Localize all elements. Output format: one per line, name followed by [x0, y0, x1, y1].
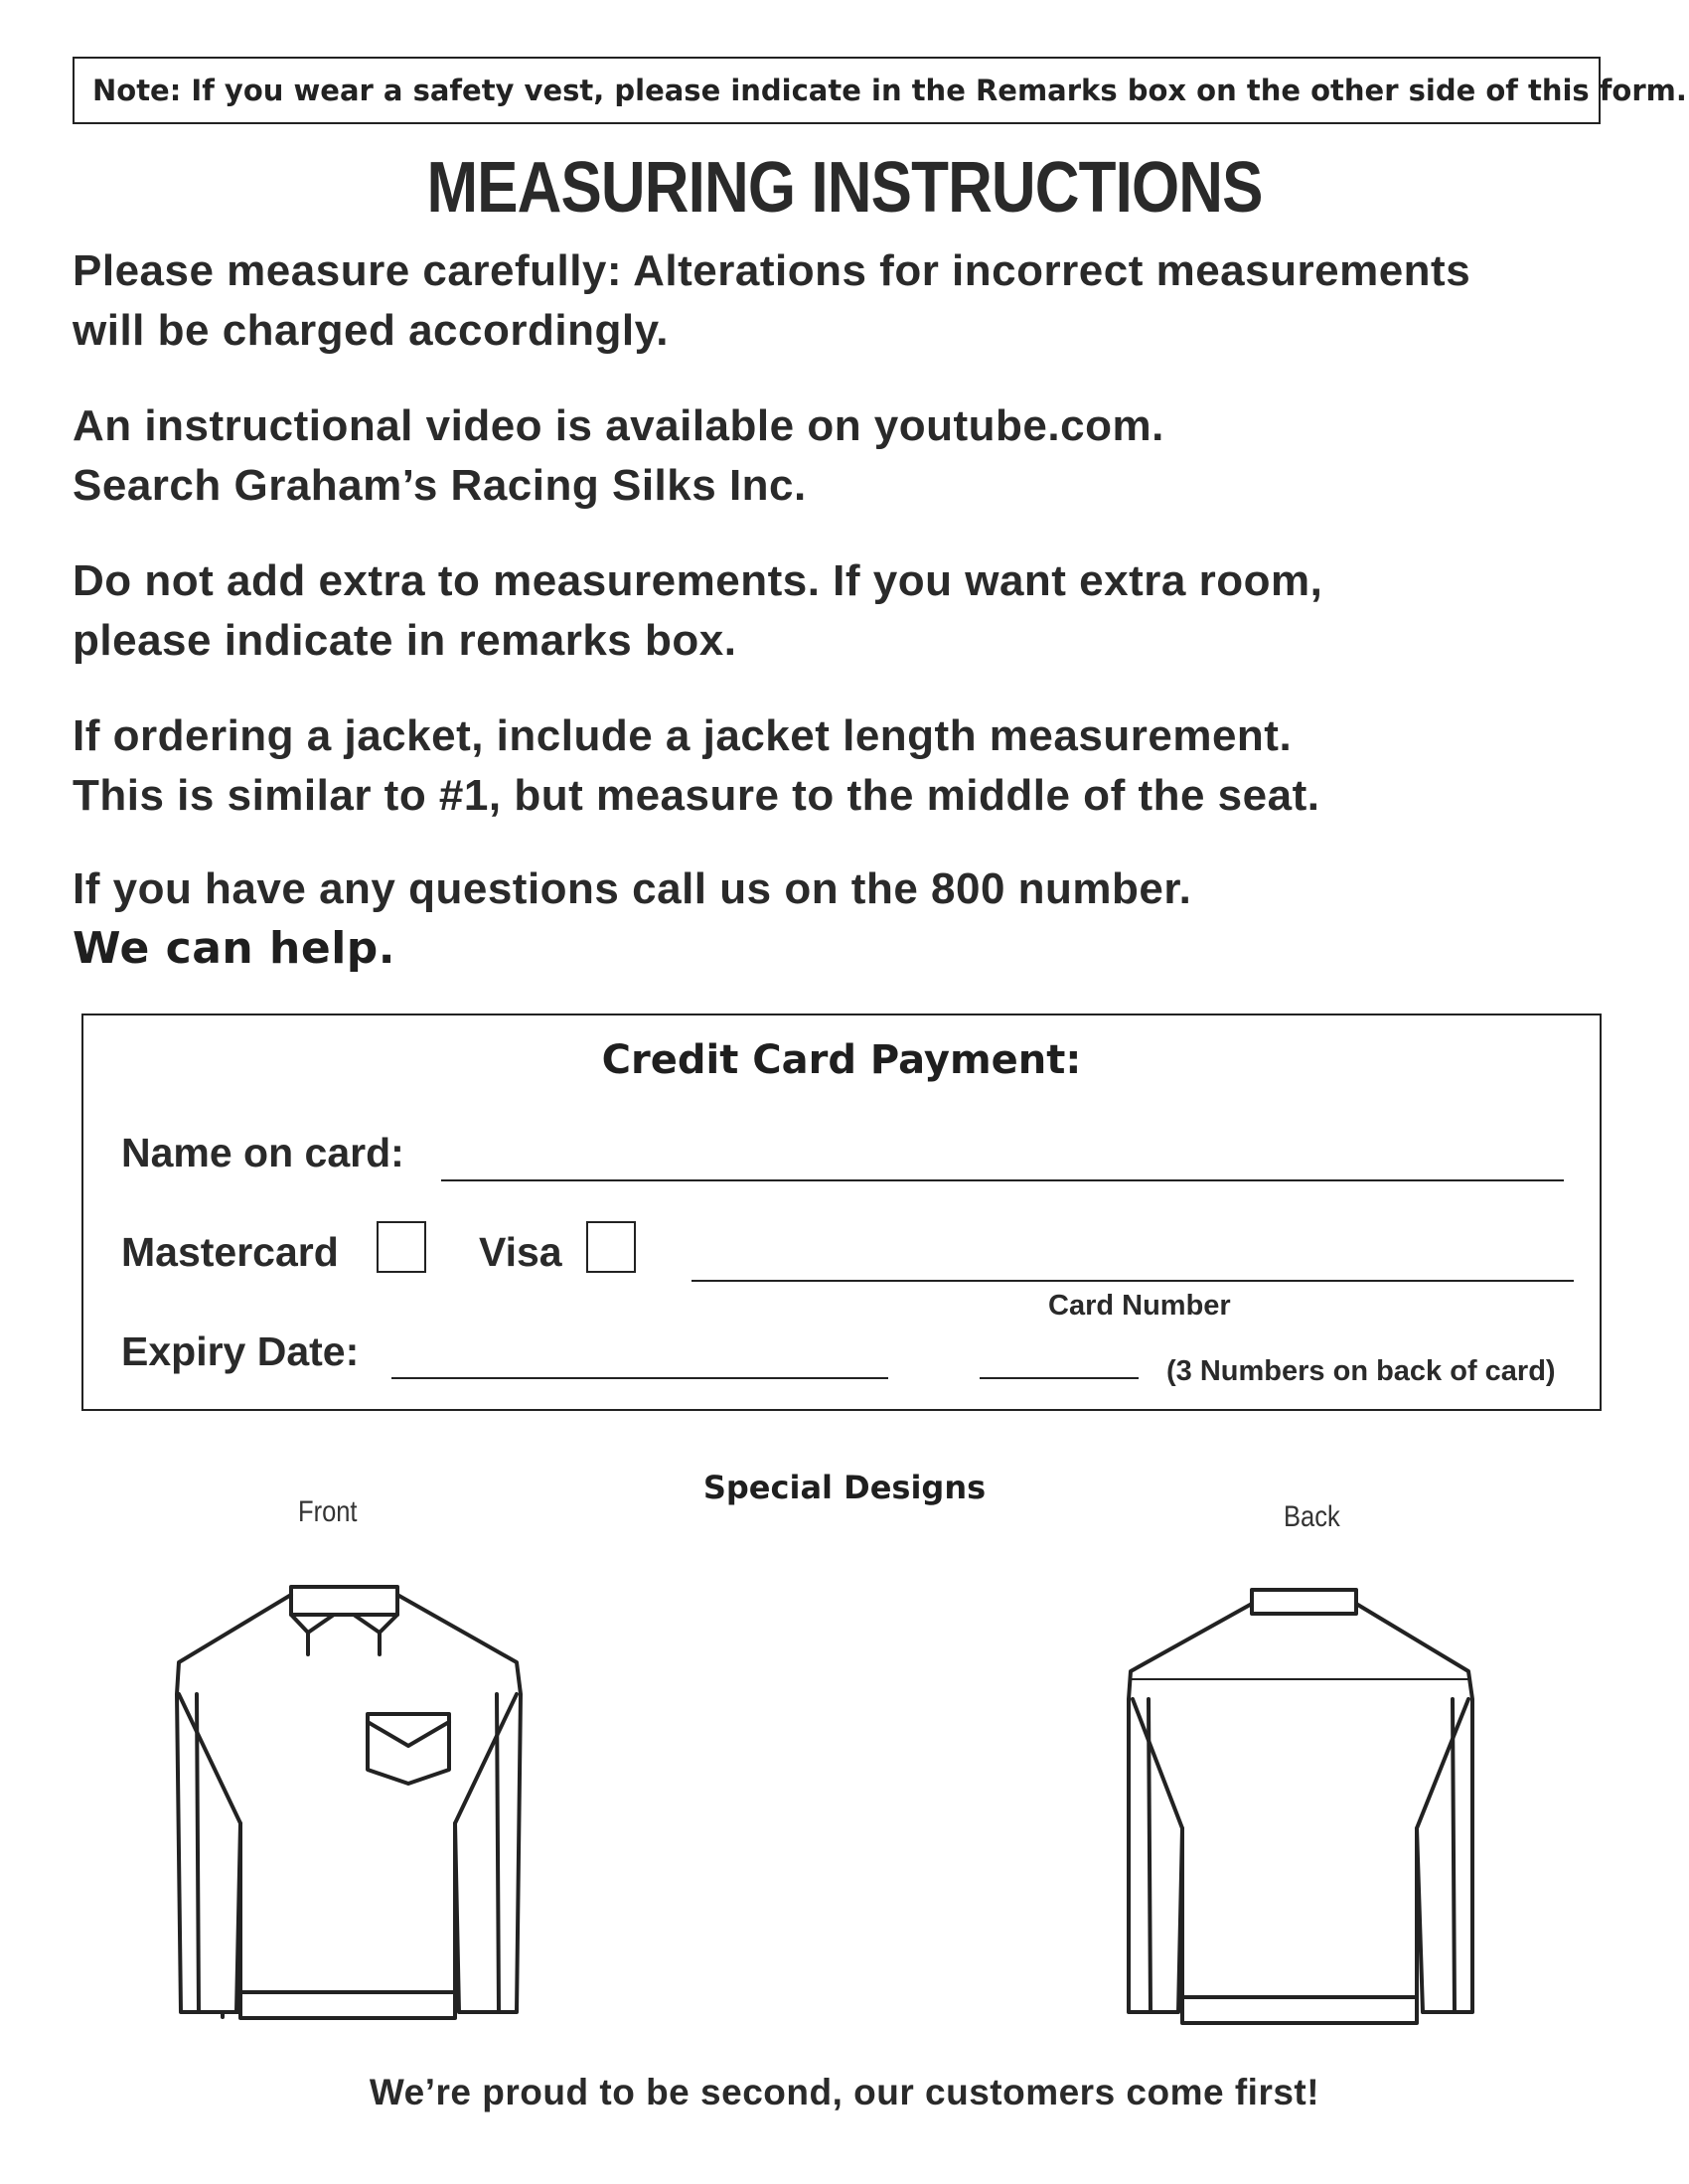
- cvv-field[interactable]: [980, 1377, 1139, 1379]
- paragraph-line: An instructional video is available on youtube.com.: [73, 401, 1164, 450]
- paragraph-line: will be charged accordingly.: [73, 306, 670, 355]
- credit-card-section: [81, 1014, 1602, 1411]
- paragraph-jacket-length: [73, 706, 1319, 826]
- expiry-date-field[interactable]: [391, 1377, 888, 1379]
- cvv-label: (3 Numbers on back of card): [1166, 1355, 1556, 1387]
- back-label: Back: [1284, 1500, 1340, 1533]
- mastercard-label: Mastercard: [121, 1229, 339, 1275]
- expiry-date-label: Expiry Date:: [121, 1328, 360, 1374]
- note-text: Note: If you wear a safety vest, please indicate in the Remarks box on the other side of this form.: [92, 74, 1687, 107]
- paragraph-line: please indicate in remarks box.: [73, 616, 737, 665]
- paragraph-questions: [73, 859, 1191, 979]
- paragraph-line: If you have any questions call us on the 800 number.: [73, 864, 1192, 913]
- front-shirt-diagram: [159, 1575, 576, 2032]
- paragraph-line: Do not add extra to measurements. If you want extra room,: [73, 556, 1323, 605]
- help-text: We can help.: [73, 923, 395, 974]
- card-number-field[interactable]: [691, 1280, 1574, 1282]
- page-title: MEASURING INSTRUCTIONS: [426, 148, 1263, 228]
- mastercard-checkbox[interactable]: [377, 1221, 426, 1273]
- card-number-label: Card Number: [1048, 1290, 1231, 1322]
- credit-card-title: Credit Card Payment:: [601, 1037, 1082, 1083]
- name-on-card-field[interactable]: [441, 1179, 1564, 1181]
- back-shirt-diagram: [1113, 1580, 1510, 2037]
- footer-tagline: We’re proud to be second, our customers come first!: [369, 2072, 1320, 2112]
- paragraph-line: Search Graham’s Racing Silks Inc.: [73, 461, 807, 510]
- visa-checkbox[interactable]: [586, 1221, 636, 1273]
- paragraph-line: Please measure carefully: Alterations for incorrect measurements: [73, 246, 1471, 295]
- special-designs-title: Special Designs: [702, 1469, 987, 1506]
- paragraph-line: If ordering a jacket, include a jacket length measurement.: [73, 711, 1293, 760]
- paragraph-video: [73, 396, 1164, 516]
- paragraph-measure-carefully: [73, 241, 1470, 361]
- name-on-card-label: Name on card:: [121, 1130, 404, 1175]
- paragraph-line: This is similar to #1, but measure to the middle of the seat.: [73, 771, 1320, 820]
- visa-label: Visa: [479, 1229, 562, 1275]
- paragraph-extra-room: [73, 551, 1322, 671]
- front-label: Front: [298, 1495, 358, 1528]
- note-box: [73, 57, 1687, 124]
